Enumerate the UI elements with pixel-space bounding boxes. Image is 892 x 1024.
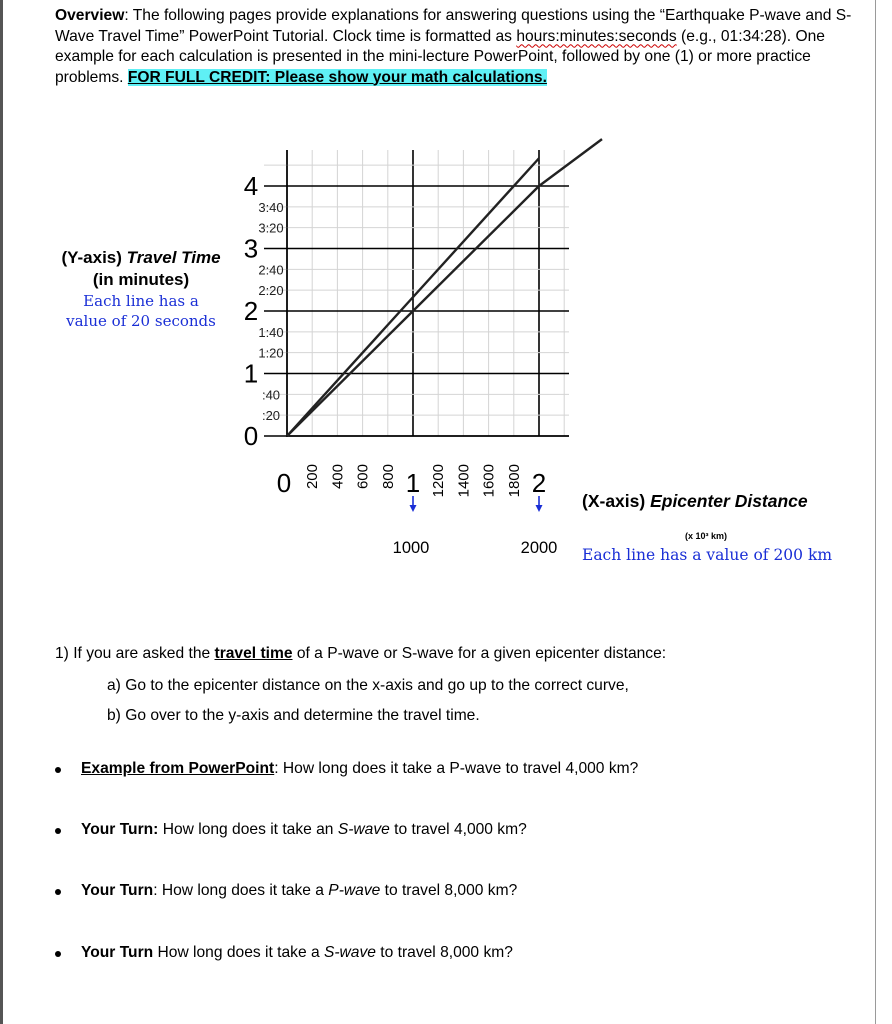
overview-text-2: (e.g., 01:34:28). One example for each calculation is presented in the mini-lecture PowerPoint, followed by one (1) or more practice problems. [55,27,825,86]
bullet-dot [55,889,61,895]
your-turn-3-a: How long does it take a [153,944,324,961]
x-minor-tick-label: 800 [379,464,397,490]
y-minor-tick-label: 1:20 [258,345,284,361]
x-minor-tick-label: 400 [329,464,347,490]
your-turn-3-label: Your Turn [81,944,154,961]
your-turn-3-b: to travel 8,000 km? [375,944,513,961]
example-question: : How long does it take a P-wave to travel 4,000 km? [274,760,639,777]
x-minor-tick-label: 600 [354,464,372,490]
x-minor-tick-label: 1200 [430,464,448,498]
your-turn-2-text [81,882,517,900]
y-axis-title-emph: Travel Time [126,248,221,267]
question-1 [55,645,666,663]
x-minor-tick-label: 1800 [505,464,523,498]
overview-text-1: : The following pages provide explanations for answering questions using the “Earthquake P-wave and S-Wave Travel Time” PowerPoint Tutorial. Clock time is formatted as [55,7,852,45]
x-axis-title [582,491,852,512]
y-minor-tick-label: 3:40 [258,199,284,215]
your-turn-3-wave: S-wave [323,944,376,961]
your-turn-3-text [81,944,513,962]
q1-text-b: of a P-wave or S-wave for a given epicenter distance: [292,645,667,662]
y-major-tick-label: 2 [243,296,259,326]
x-minor-tick-label: 1400 [455,464,473,498]
your-turn-1-text [81,821,527,839]
x-axis-note: Each line has a value of 200 km [582,546,833,564]
credit-highlight: FOR FULL CREDIT: Please show your math calculations. [127,68,547,86]
overview-label: Overview [55,7,125,24]
x-minor-tick-label: 1600 [480,463,498,498]
x-callout-arrow-head [410,505,417,512]
y-minor-tick-label: 3:20 [258,220,284,236]
y-minor-tick-label: 2:20 [258,283,284,299]
y-axis-title-prefix: (Y-axis) [61,248,127,267]
example-label: Example from PowerPoint [81,760,275,777]
x-major-tick-label: 2 [531,468,547,498]
bullet-dot [55,951,61,957]
your-turn-2-label: Your Turn [81,882,154,899]
y-major-tick-label: 0 [243,421,259,451]
q1-underlined: travel time [214,645,293,662]
y-major-tick-label: 4 [243,171,259,201]
x-minor-tick-label: 200 [304,464,322,490]
y-axis-note-2: value of 20 seconds [66,312,216,330]
x-major-tick-label: 0 [276,468,292,498]
x-axis-unit: (x 10³ km) [685,531,728,541]
x-callout-label: 2000 [520,539,558,557]
x-axis-title-prefix: (X-axis) [582,491,651,511]
x-major-tick-label: 1 [405,468,421,498]
example-text [81,760,638,778]
your-turn-2-wave: P-wave [328,882,381,899]
x-callout-arrow-head [536,505,543,512]
your-turn-1-label: Your Turn: [81,821,159,838]
y-minor-tick-label: 1:40 [258,324,284,340]
x-callout-label: 1000 [392,539,430,557]
your-turn-2-b: to travel 8,000 km? [380,882,518,899]
y-axis-note-1: Each line has a [83,292,199,310]
travel-curve-shallow [287,139,602,436]
step-a: a) Go to the epicenter distance on the x-axis and go up to the correct curve, [107,677,629,694]
your-turn-1-a: How long does it take an [158,821,338,838]
your-turn-1-wave: S-wave [337,821,390,838]
y-minor-tick-label: :20 [261,408,281,424]
x-axis-title-emph: Epicenter Distance [650,491,808,511]
step-b: b) Go over to the y-axis and determine the travel time. [107,707,480,724]
time-format: hours:minutes:seconds [516,27,677,45]
y-minor-tick-label: 2:40 [258,262,284,278]
bullet-dot [55,767,61,773]
your-turn-1-b: to travel 4,000 km? [389,821,527,838]
x-axis-caption [582,491,852,564]
q1-text-a: 1) If you are asked the [55,645,215,662]
y-major-tick-label: 3 [243,233,259,264]
y-axis-title-suffix: (in minutes) [92,270,190,289]
y-minor-tick-label: :40 [261,387,281,403]
your-turn-2-a: : How long does it take a [153,882,329,899]
y-major-tick-label: 1 [243,358,259,389]
bullet-dot [55,828,61,834]
